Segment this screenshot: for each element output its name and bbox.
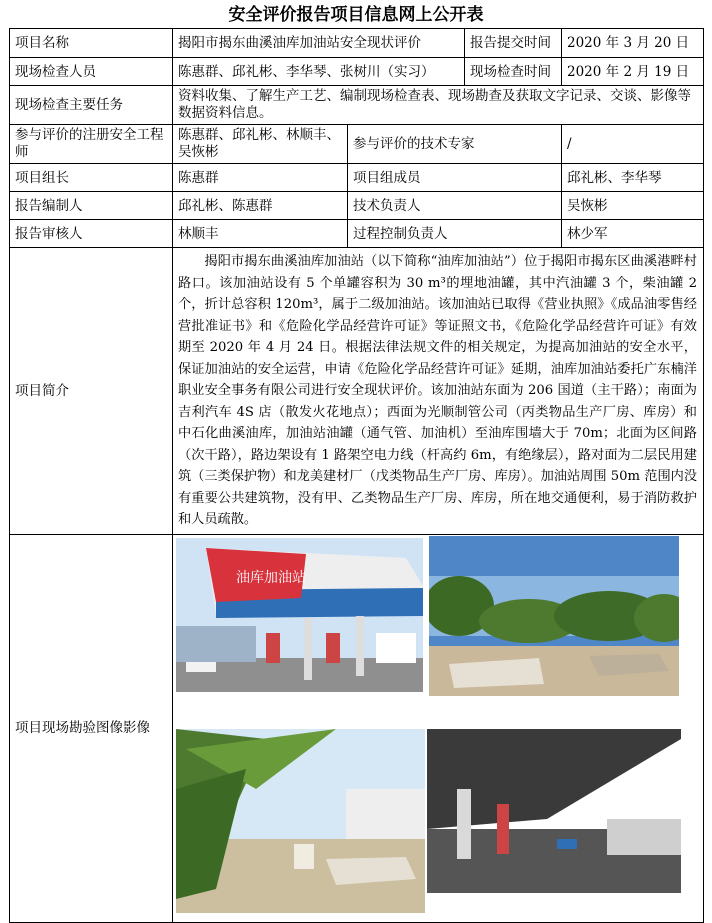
label-inspectors: 现场检查人员 [10,58,173,86]
value-tech-lead: 吴恢彬 [562,192,704,220]
label-members: 项目组成员 [348,164,562,192]
row-leader [10,164,704,192]
label-reviewer: 报告审核人 [10,220,173,248]
row-project-name [10,29,704,58]
label-submit-time: 报告提交时间 [465,29,562,58]
value-intro: 揭阳市揭东曲溪油库加油站（以下简称“油库加油站”）位于揭阳市揭东区曲溪港畔村路口。该加油站设有 5 个单罐容积为 30 m³的埋地油罐，其中汽油罐 3 个，柴油罐 2 个，折计总容积 120m³，属于二级加油站。该加油站已取得《营业执照》《成品油零售经营批准证书》和《危险化学品经营许可证》等证照文书，《危险化学品经营许可证》有效期至 2020 年 4 月 24 日。根据法律法规文件的相关规定，为提高加油站的安全水平，保证加油站的安全运营，申请《危险化学品经营许可证》延期，油库加油站委托广东楠洋职业安全事务有限公司进行安全现状评价。该加油站东面为 206 国道（主干路）；南面为吉利汽车 4S 店（散发火花地点）；西面为光顺制管公司（丙类物品生产厂房、库房）和中石化曲溪油库，加油站油罐（通气管、加油机）至油库围墙大于 70m；北面为区间路（次干路），路边架设有 1 路架空电力线（杆高约 6m，有绝缘层），路对面为二层民用建筑（三类保护物）和龙美建材厂（戊类物品生产厂房、库房）。加油站周围 50m 范围内没有重要公共建筑物，没有甲、乙类物品生产厂房、库房，所在地交通便利，易于消防救护和人员疏散。 [173,248,704,535]
photo-banana-plants [176,729,425,913]
value-submit-time: 2020 年 3 月 20 日 [562,29,704,58]
label-compiler: 报告编制人 [10,192,173,220]
value-leader: 陈惠群 [173,164,348,192]
value-project-name: 揭阳市揭东曲溪油库加油站安全现状评价 [173,29,465,58]
row-photos [10,534,704,922]
label-tech-lead: 技术负责人 [348,192,562,220]
info-table [9,28,704,923]
row-compiler [10,192,704,220]
value-compiler: 邱礼彬、陈惠群 [173,192,348,220]
photo-open-lot [429,536,679,696]
value-engineers: 陈惠群、邱礼彬、林顺丰、吴恢彬 [173,125,348,164]
value-experts: / [562,125,704,164]
label-process-control: 过程控制负责人 [348,220,562,248]
page-title: 安全评价报告项目信息网上公开表 [228,5,484,25]
row-inspectors [10,58,704,86]
station-sign-text: 油库加油站 [236,569,306,586]
value-process-control: 林少军 [562,220,704,248]
label-project-name: 项目名称 [10,29,173,58]
value-inspection-time: 2020 年 2 月 19 日 [562,58,704,86]
photo-station-canopy [176,538,423,692]
photo-canopy-interior [427,729,681,893]
row-intro [10,248,704,535]
label-main-tasks: 现场检查主要任务 [10,86,173,125]
photos-cell [173,534,704,922]
label-engineers: 参与评价的注册安全工程师 [10,125,173,164]
photo-grid [173,536,699,921]
value-reviewer: 林顺丰 [173,220,348,248]
label-intro: 项目简介 [10,248,173,535]
row-reviewer [10,220,704,248]
label-inspection-time: 现场检查时间 [465,58,562,86]
label-photos: 项目现场勘验图像影像 [10,534,173,922]
row-engineers [10,125,704,164]
value-members: 邱礼彬、李华琴 [562,164,704,192]
label-leader: 项目组长 [10,164,173,192]
value-main-tasks: 资料收集、了解生产工艺、编制现场检查表、现场勘查及获取文字记录、交谈、影像等数据资料信息。 [173,86,704,125]
row-main-tasks [10,86,704,125]
value-inspectors: 陈惠群、邱礼彬、李华琴、张树川（实习） [173,58,465,86]
label-experts: 参与评价的技术专家 [348,125,562,164]
